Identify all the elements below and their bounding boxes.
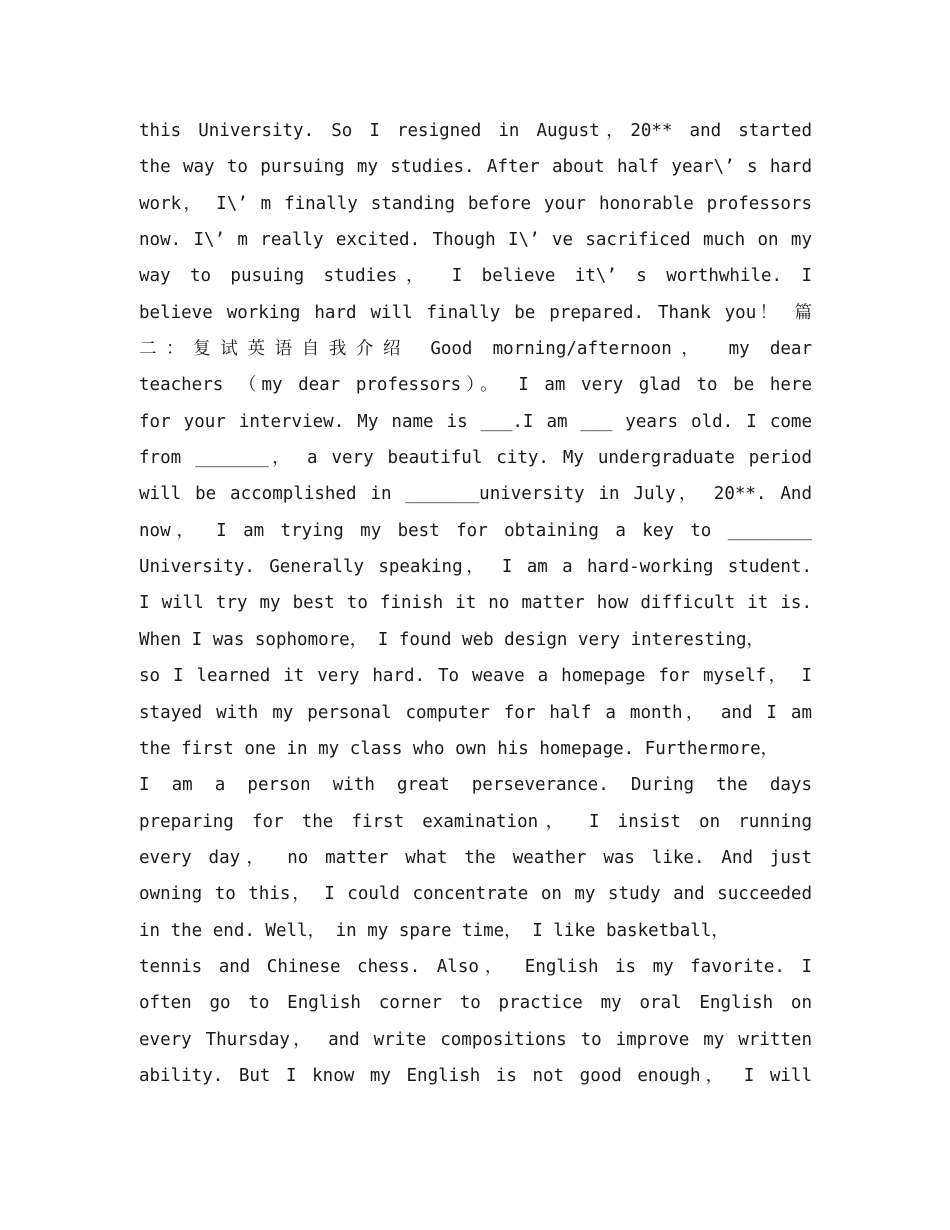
text-line: I am a person with great perseverance. During the days: [139, 775, 812, 796]
text-line: for your interview. My name is ___.I am ___ years old. I come: [139, 411, 812, 432]
text-line: will be accomplished in _______university in July， 20**. And: [139, 484, 812, 505]
text-line: work， I\’ m finally standing before your honorable professors: [139, 193, 812, 214]
text-line: from _______， a very beautiful city. My undergraduate period: [139, 448, 812, 469]
text-line: tennis and Chinese chess. Also， English is my favorite. I: [139, 956, 812, 977]
text-line: way to pusuing studies， I believe it\’ s worthwhile. I: [139, 266, 812, 287]
text-line: preparing for the first examination， I insist on running: [139, 811, 812, 832]
text-line: every day， no matter what the weather was like. And just: [139, 847, 812, 868]
text-line: now， I am trying my best for obtaining a key to ________: [139, 520, 812, 541]
text-line: I will try my best to finish it no matter how difficult it is.: [139, 593, 812, 614]
text-line: the first one in my class who own his homepage. Furthermore，: [139, 738, 779, 759]
text-line: University. Generally speaking， I am a hard-working student.: [139, 557, 812, 578]
text-line: owning to this， I could concentrate on my study and succeeded: [139, 884, 812, 905]
text-line: 二：复试英语自我介绍 Good morning/afternoon， my dear: [139, 339, 812, 360]
text-line: teachers （my dear professors）。 I am very glad to be here: [139, 375, 812, 396]
text-line: in the end. Well， in my spare time， I like basketball，: [139, 920, 729, 941]
text-line: now. I\’ m really excited. Though I\’ ve sacrificed much on my: [139, 230, 812, 251]
text-line: ability. But I know my English is not good enough， I will: [139, 1065, 812, 1086]
text-line: When I was sophomore， I found web design very interesting，: [139, 629, 765, 650]
text-line: so I learned it very hard. To weave a homepage for myself， I: [139, 666, 812, 687]
body-text: [139, 113, 812, 1094]
text-line: believe working hard will finally be prepared. Thank you！ 篇: [139, 302, 812, 323]
text-line: often go to English corner to practice my oral English on: [139, 993, 812, 1014]
text-line: this University. So I resigned in August，20** and started: [139, 121, 812, 141]
text-line: every Thursday， and write compositions to improve my written: [139, 1029, 812, 1050]
text-line: the way to pursuing my studies. After about half year\’ s hard: [139, 157, 812, 178]
text-line: stayed with my personal computer for half a month， and I am: [139, 702, 812, 723]
